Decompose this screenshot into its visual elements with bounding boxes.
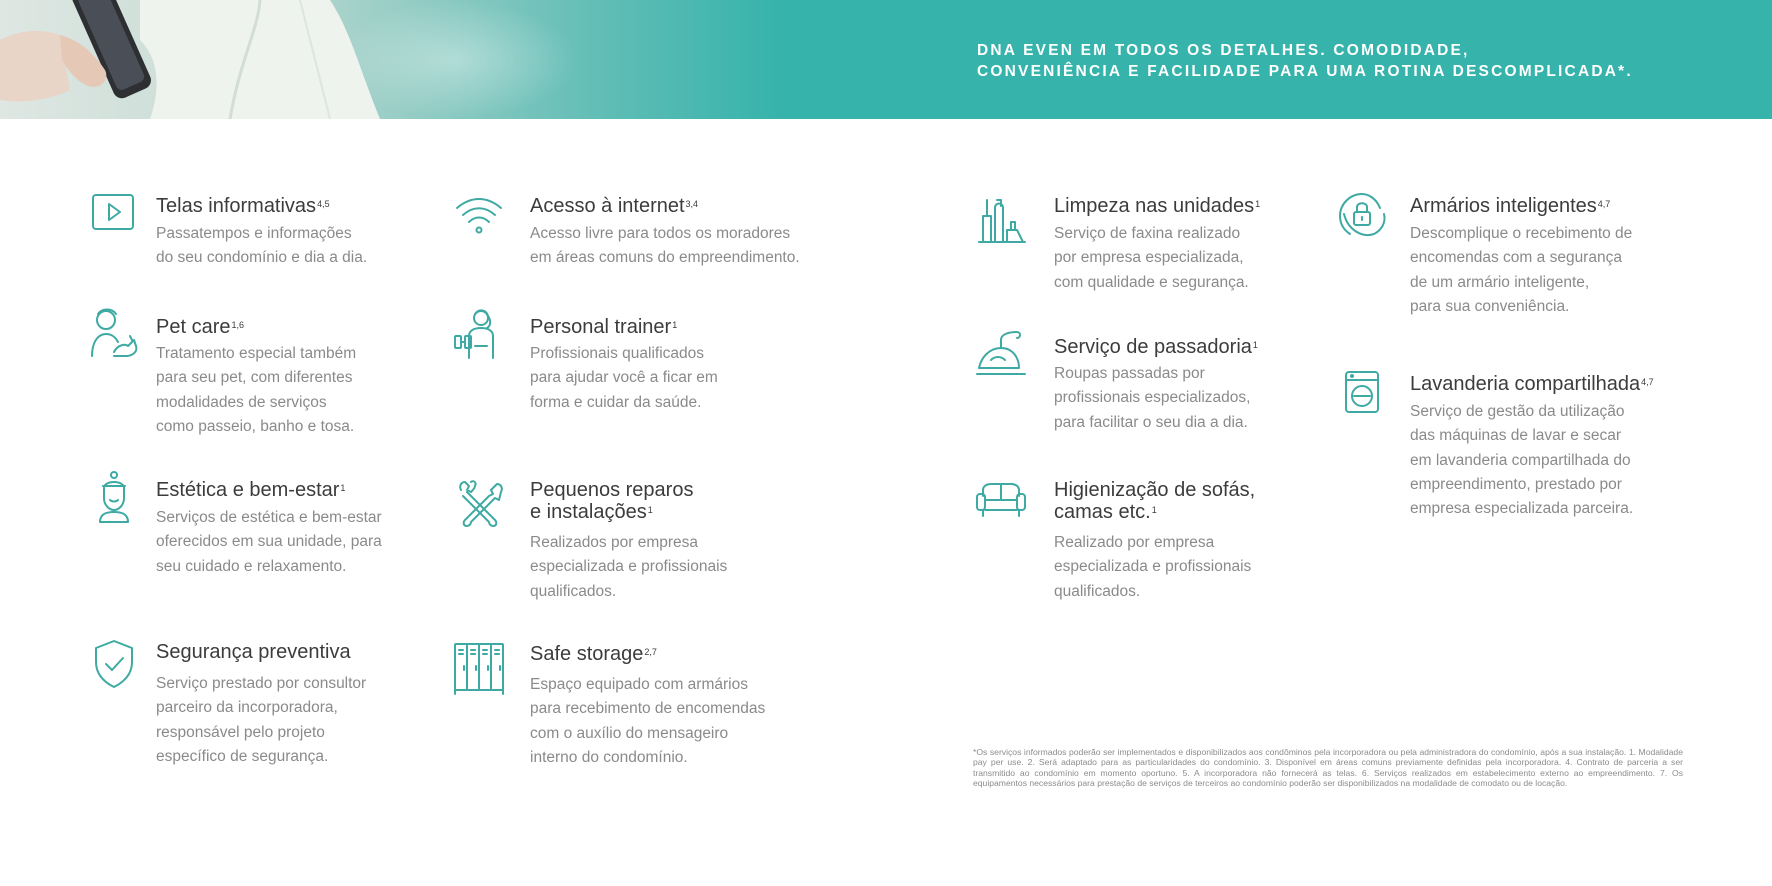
washing-machine-icon [1334,364,1390,420]
legal-footnote: *Os serviços informados poderão ser implementados e disponibilizados aos condôminos pela incorporadora ou pela administradora do condomínio, após a sua instalação. 1. Modalidade pay per use. 2. Será adaptado para as particularidades do condomínio. 3. Disponível em áreas comuns previamente definidas pela incorporadora. 4. Contrato de parceria a ser transmitido ao condomínio em momento oportuno. 5. A incorporadora não fornecerá as telas. 6. Serviços realizados em estabelecimento externo ao empreendimento. 7. Os equipamentos necessários para prestação de serviços de terceiros ao condomínio poderão ser disponibilizados na modalidade de comodato ou de locação. [973,747,1683,789]
tagline-line-1: DNA EVEN EM TODOS OS DETALHES. COMODIDADE, [977,42,1470,59]
feature-title: Serviço de passadoria$^1$ [1054,336,1258,358]
feature-description: Roupas passadas por profissionais especializados, para facilitar o seu dia a dia. [1054,365,1251,431]
play-screen-icon [86,186,142,242]
feature-title: Estética e bem-estar$^1$ [156,479,346,501]
feature-description: Realizados por empresa especializada e profissionais qualificados. [530,534,728,600]
wifi-icon [451,190,507,246]
pet-care-icon [86,306,142,362]
banner-tagline [977,40,1737,82]
feature-description: Acesso livre para todos os moradores em áreas comuns do empreendimento. [530,225,800,267]
feature-title: Pet care$^{1,6}$ [156,316,244,338]
feature-title: Higienização de sofás, camas etc.$^1$ [1054,479,1256,523]
feature-title: Segurança preventiva [156,641,351,663]
feature-description: Serviço de faxina realizado por empresa especializada, com qualidade e segurança. [1054,225,1249,291]
feature-title: Personal trainer$^1$ [530,316,678,338]
feature-description: Realizado por empresa especializada e profissionais qualificados. [1054,534,1252,600]
tools-icon [451,476,507,532]
lockers-icon [451,640,507,696]
feature-title: Limpeza nas unidades$^1$ [1054,195,1261,217]
feature-description: Profissionais qualificados para ajudar você a ficar em forma e cuidar da saúde. [530,345,718,411]
personal-trainer-icon [451,306,507,362]
feature-title: Acesso à internet$^{3,4}$ [530,195,699,217]
header-banner [0,0,1772,119]
feature-description: Passatempos e informações do seu condomínio e dia a dia. [156,225,368,267]
feature-title: Telas informativas$^{4,5}$ [156,195,330,217]
feature-description: Serviço de gestão da utilização das máquinas de lavar e secar em lavanderia compartilhada do empreendimento, prestado por empresa especializada parceira. [1410,403,1634,518]
feature-title: Armários inteligentes$^{4,7}$ [1410,195,1611,217]
feature-description: Serviço prestado por consultor parceiro da incorporadora, responsável pelo projeto específico de segurança. [156,675,367,765]
feature-description: Serviços de estética e bem-estar oferecidos em sua unidade, para seu cuidado e relaxamento. [156,509,382,575]
banner-photo [0,0,780,119]
smart-lock-icon [1334,188,1390,244]
feature-description: Espaço equipado com armários para recebimento de encomendas com o auxílio do mensageiro interno do condomínio. [530,676,766,766]
sofa-icon [973,472,1029,528]
shield-check-icon [86,636,142,692]
beauty-woman-icon [86,470,142,526]
feature-title: Lavanderia compartilhada$^{4,7}$ [1410,373,1654,395]
feature-title: Pequenos reparos e instalações$^1$ [530,479,694,523]
tagline-line-2: CONVENIÊNCIA E FACILIDADE PARA UMA ROTINA DESCOMPLICADA*. [977,63,1633,80]
cleaning-tools-icon [973,194,1029,250]
iron-icon [973,326,1029,382]
feature-description: Descomplique o recebimento de encomendas com a segurança de um armário inteligente, para sua conveniência. [1410,225,1633,315]
feature-description: Tratamento especial também para seu pet, com diferentes modalidades de serviços como passeio, banho e tosa. [156,345,357,435]
feature-title: Safe storage$^{2,7}$ [530,643,657,665]
